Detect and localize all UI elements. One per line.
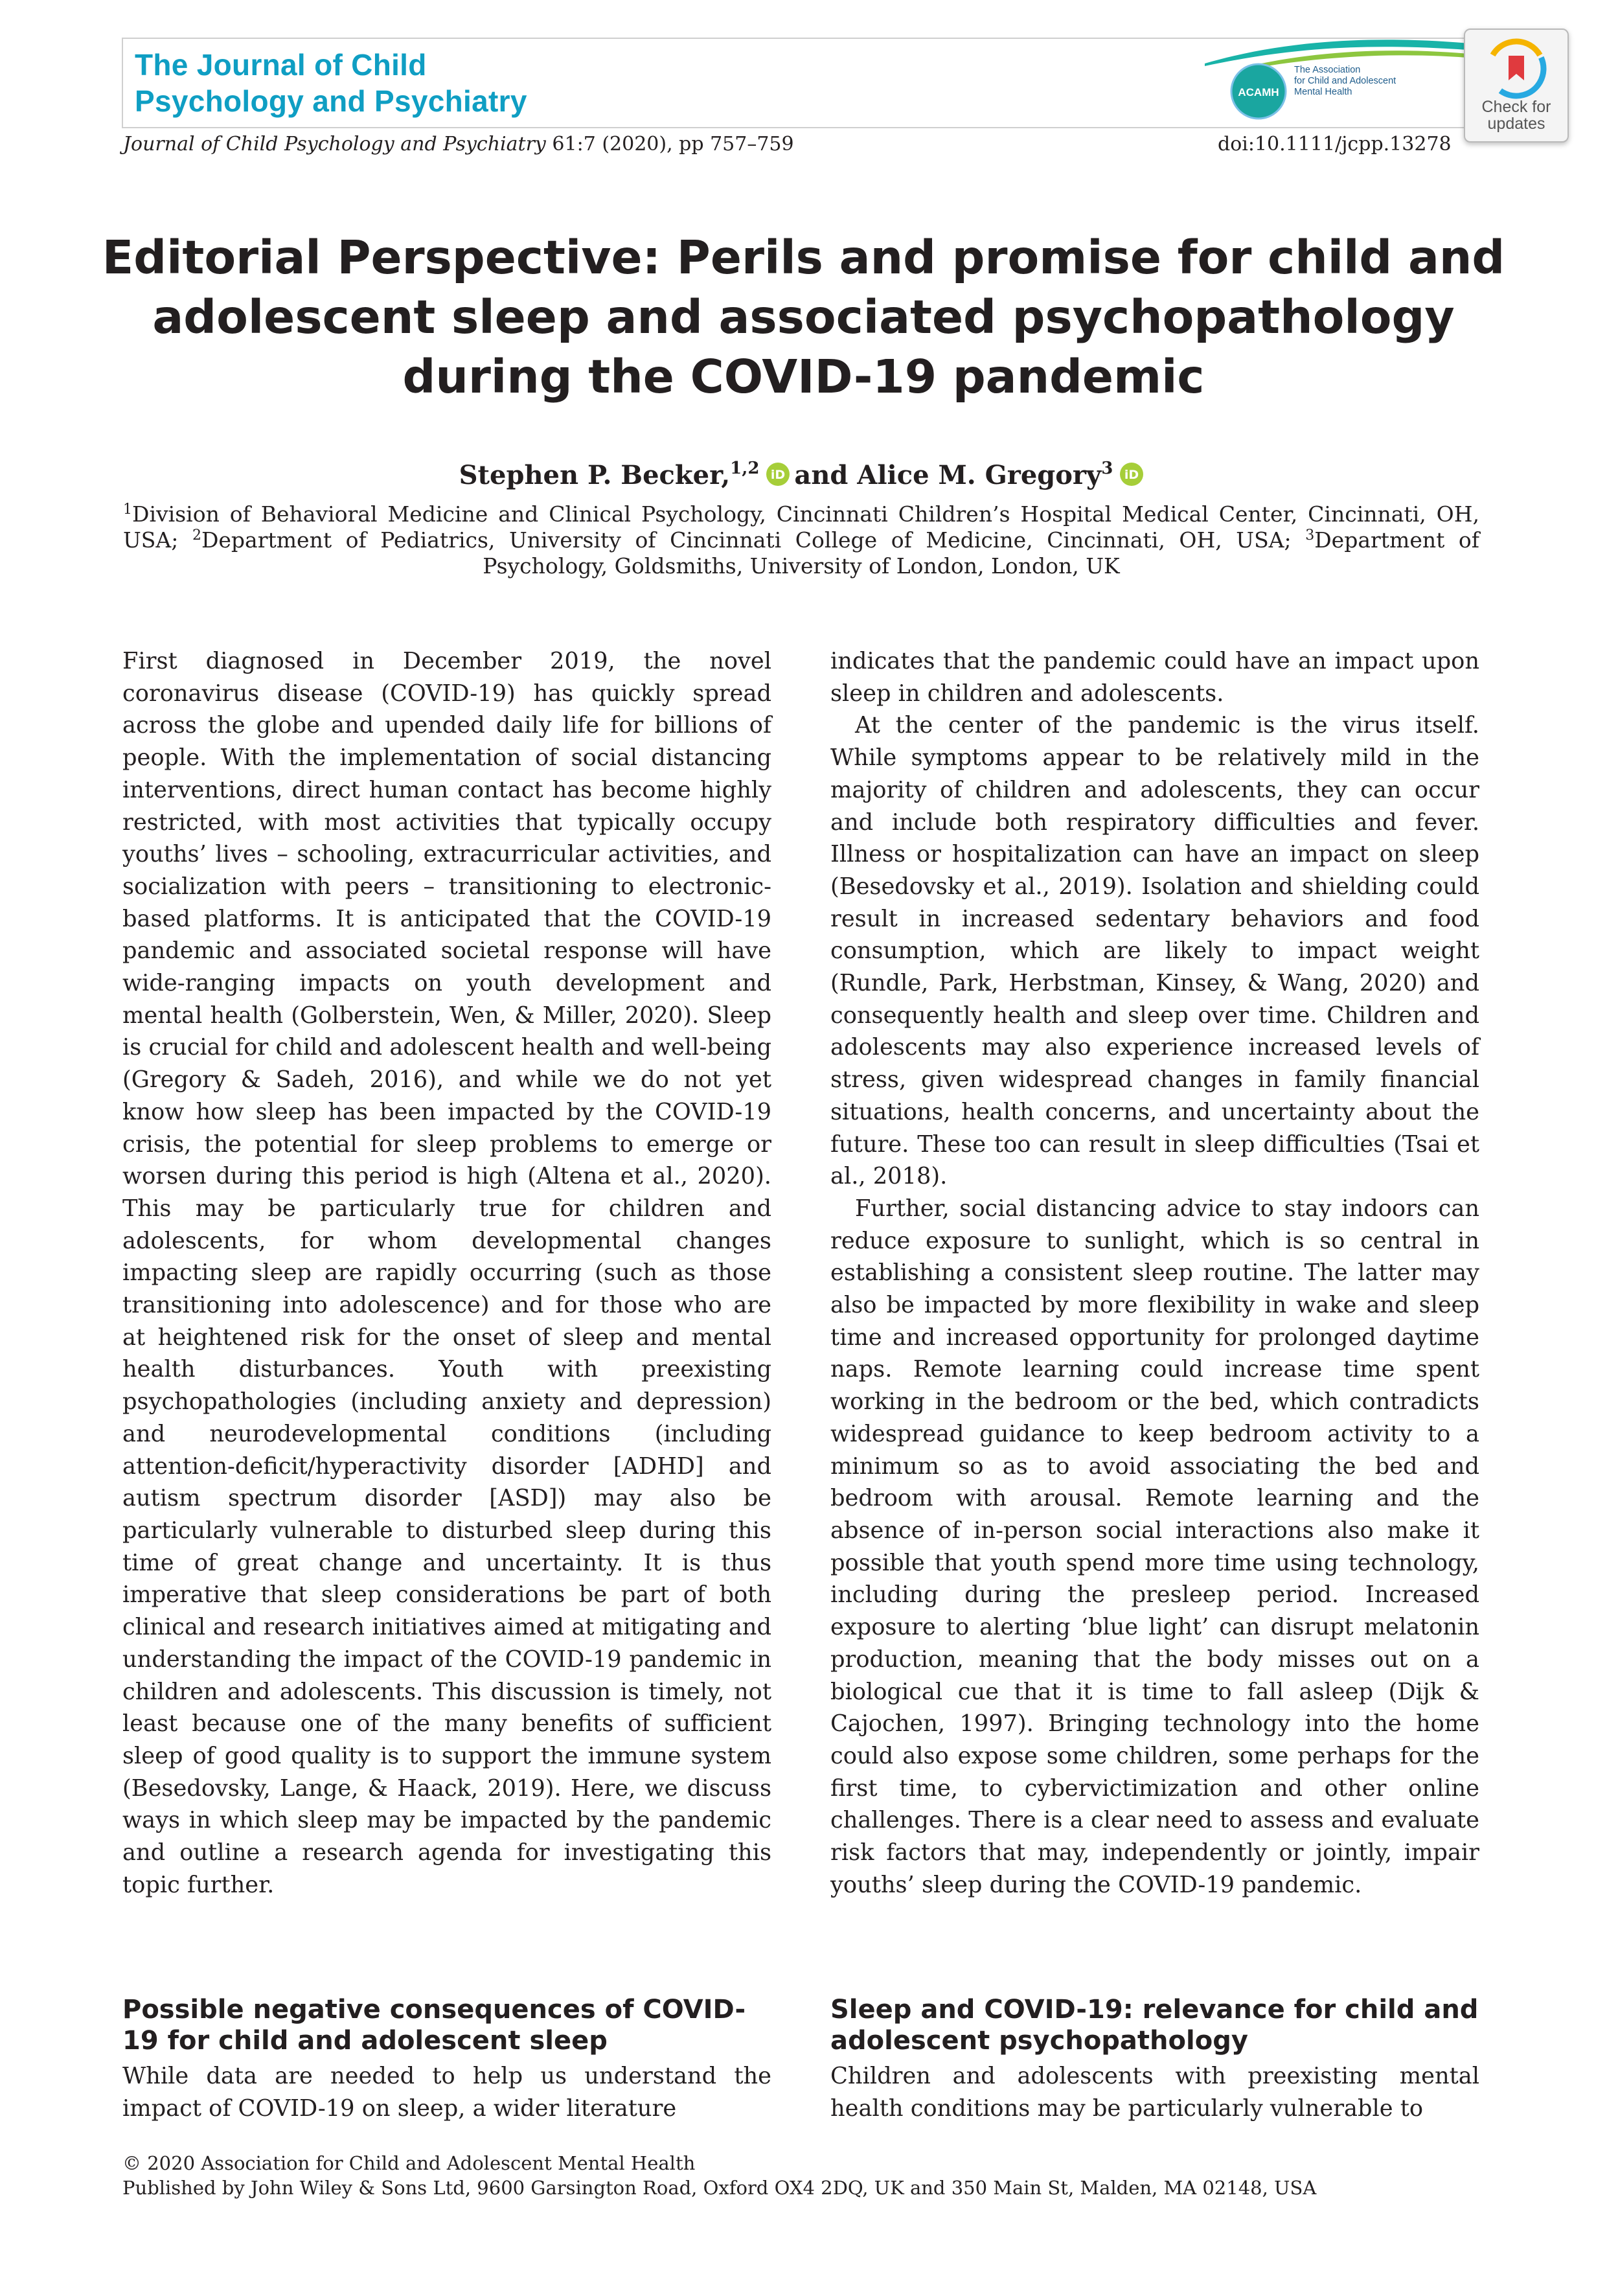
citation-volume: 61:7 (2020), pp 757–759	[545, 133, 794, 155]
acamh-logo-text: ACAMH	[1238, 86, 1279, 98]
affiliation-1: Division of Behavioral Medicine and Clinical Psychology, Cincinnati Children’s Hospital Medical Center, Cincinnati, OH, USA;	[123, 501, 1479, 553]
acamh-name-line1: The Association	[1294, 65, 1361, 75]
check-line2: updates	[1487, 115, 1545, 133]
svg-text:iD: iD	[771, 468, 786, 482]
acamh-name-line3: Mental Health	[1294, 87, 1352, 97]
check-line1: Check for	[1481, 98, 1551, 116]
acamh-name	[1294, 65, 1450, 98]
body-column-left	[122, 645, 771, 1901]
author-2-affiliation: 3	[1101, 458, 1113, 478]
acamh-name-line2: for Child and Adolescent	[1294, 76, 1396, 86]
journal-name-line2: Psychology and Psychiatry	[135, 84, 527, 118]
title-line3: during the COVID-19 pandemic	[402, 350, 1205, 404]
page-footer	[122, 2151, 1483, 2200]
journal-name-line1: The Journal of Child	[135, 48, 427, 82]
orcid-icon[interactable]	[766, 462, 790, 487]
svg-text:iD: iD	[1124, 468, 1139, 482]
check-for-updates-label	[1465, 98, 1567, 132]
affiliation-3: Department of Psychology, Goldsmiths, University of London, London, UK	[483, 527, 1480, 579]
article-title	[97, 228, 1510, 407]
affiliation-2: Department of Pediatrics, University of Cincinnati College of Medicine, Cincinnati, OH, USA;	[201, 527, 1306, 553]
body-paragraph: Further, social distancing advice to stay indoors can reduce exposure to sunlight, which is so central in establishing a consistent sleep routine. The latter may also be impacted by more flexibility in wake and sleep time and increased opportunity for prolonged daytime naps. Remote learning could increase time spent working in the bedroom or the bed, which contradicts widespread guidance to keep bedroom activity to a minimum so as to avoid associating the bed and bedroom with arousal. Remote learning and the absence of in-person social interactions also make it possible that youth spend more time using technology, including during the presleep period. Increased exposure to alerting ‘blue light’ can disrupt melatonin production, meaning that the body misses out on a biological cue that it is time to fall asleep (Dijk & Cajochen, 1997). Bringing technology into the home could also expose some children, some perhaps for the first time, to cybervictimization and other online challenges. There is a clear need to assess and evaluate risk factors that may, independently or jointly, impair youths’ sleep during the COVID-19 pandemic.	[830, 1195, 1479, 1898]
author-2-name[interactable]: and Alice M. Gregory	[794, 460, 1102, 490]
section-paragraph: Children and adolescents with preexisting mental health conditions may be particularly vulnerable to	[830, 2063, 1479, 2122]
check-for-updates-icon	[1485, 38, 1547, 100]
title-line1: Editorial Perspective: Perils and promise for child and	[102, 231, 1505, 284]
affiliations	[123, 501, 1479, 579]
body-paragraph: indicates that the pandemic could have an impact upon sleep in children and adolescents.	[830, 648, 1479, 707]
acamh-logo-icon	[1229, 62, 1288, 121]
body-paragraph: At the center of the pandemic is the virus itself. While symptoms appear to be relatively mild in the majority of children and adolescents, they can occur and include both respiratory difficulties and fever. Illness or hospitalization can have an impact on sleep (Besedovsky et al., 2019). Isolation and shielding could result in increased sedentary behaviors and food consumption, which are likely to impact weight (Rundle, Park, Herbstman, Kinsey, & Wang, 2020) and consequently health and sleep over time. Children and adolescents may also experience increased levels of stress, given widespread changes in family financial situations, health concerns, and uncertainty about the future. These too can result in sleep difficulties (Tsai et al., 2018).	[830, 712, 1479, 1190]
doi-link[interactable]: doi:10.1111/jcpp.13278	[1218, 133, 1452, 155]
section-heading-negative-consequences: Possible negative consequences of COVID-19 for child and adolescent sleep	[122, 1995, 746, 2056]
publisher-info: Published by John Wiley & Sons Ltd, 9600 Garsington Road, Oxford OX4 2DQ, UK and 350 Main St, Malden, MA 02148, USA	[122, 2177, 1317, 2199]
section-heading-psychopathology: Sleep and COVID-19: relevance for child and adolescent psychopathology	[830, 1995, 1479, 2056]
journal-name	[135, 47, 527, 119]
journal-citation	[123, 132, 794, 157]
author-list	[0, 457, 1607, 494]
affiliation-marker-2: 2	[192, 527, 201, 544]
title-line2: adolescent sleep and associated psychopathology	[152, 290, 1455, 344]
section-paragraph: While data are needed to help us understand the impact of COVID-19 on sleep, a wider literature	[122, 2063, 771, 2122]
affiliation-marker-1: 1	[123, 501, 132, 518]
author-1-name[interactable]: Stephen P. Becker,	[459, 460, 731, 490]
author-1-affiliation: 1,2	[730, 458, 760, 478]
body-column-right	[830, 645, 1479, 1901]
orcid-icon[interactable]	[1119, 462, 1144, 487]
affiliation-marker-3: 3	[1305, 527, 1315, 544]
copyright-notice: © 2020 Association for Child and Adolescent Mental Health	[122, 2152, 696, 2174]
citation-journal: Journal of Child Psychology and Psychiatry	[123, 133, 546, 155]
intro-paragraph: First diagnosed in December 2019, the novel coronavirus disease (COVID-19) has quickly spread across the globe and upended daily life for billions of people. With the implementation of social distancing interventions, direct human contact has become highly restricted, with most activities that typically occupy youths’ lives – schooling, extracurricular activities, and socialization with peers – transitioning to electronic-based platforms. It is anticipated that the COVID-19 pandemic and associated societal response will have wide-ranging impacts on youth development and mental health (Golberstein, Wen, & Miller, 2020). Sleep is crucial for child and adolescent health and well-being (Gregory & Sadeh, 2016), and while we do not yet know how sleep has been impacted by the COVID-19 crisis, the potential for sleep problems to emerge or worsen during this period is high (Altena et al., 2020). This may be particularly true for children and adolescents, for whom developmental changes impacting sleep are rapidly occurring (such as those transitioning into adolescence) and for those who are at heightened risk for the onset of sleep and mental health disturbances. Youth with preexisting psychopathologies (including anxiety and depression) and neurodevelopmental conditions (including attention-deficit/hyperactivity disorder [ADHD] and autism spectrum disorder [ASD]) may also be particularly vulnerable to disturbed sleep during this time of great change and uncertainty. It is thus imperative that sleep considerations be part of both clinical and research initiatives aimed at mitigating and understanding the impact of the COVID-19 pandemic in children and adolescents. This discussion is timely, not least because one of the many benefits of sufficient sleep of good quality is to support the immune system (Besedovsky, Lange, & Haack, 2019). Here, we discuss ways in which sleep may be impacted by the pandemic and outline a research agenda for investigating this topic further.	[122, 648, 771, 1898]
check-for-updates-button[interactable]	[1464, 29, 1569, 143]
